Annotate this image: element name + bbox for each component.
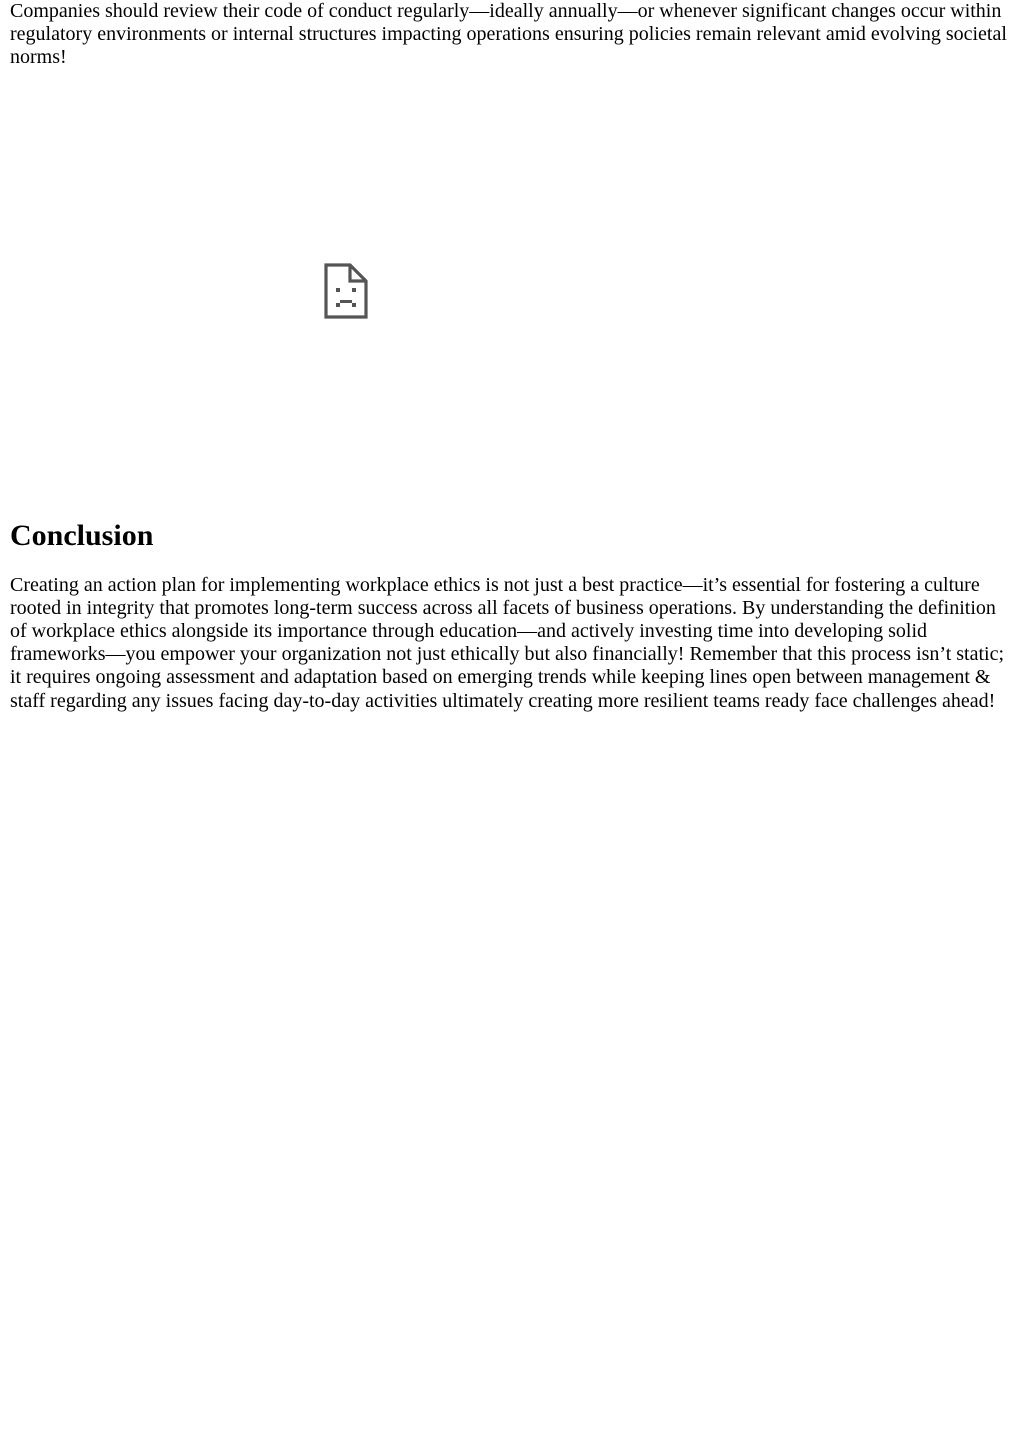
intro-paragraph: Companies should review their code of conduct regularly—ideally annually—or whenever significant changes occur within regulatory environments or internal structures impacting operations ensuring policies remain relevant amid evolving societal norms!	[10, 0, 1007, 69]
conclusion-paragraph: Creating an action plan for implementing workplace ethics is not just a best practice—it’s essential for fostering a culture rooted in integrity that promotes long-term success across all facets of business operations. By understanding the definition of workplace ethics alongside its importance through education—and actively investing time into developing solid frameworks—you empower your organization not just ethically but also financially! Remember that this process isn’t static; it requires ongoing assessment and adaptation based on emerging trends while keeping lines open between management & staff regarding any issues facing day-to-day activities ultimately creating more resilient teams ready face challenges ahead!	[10, 573, 1005, 712]
broken-image-icon	[324, 263, 368, 319]
conclusion-heading: Conclusion	[10, 518, 154, 552]
article-content	[10, 0, 1014, 713]
heading-spacer	[10, 554, 1014, 574]
image-placeholder	[10, 70, 1014, 518]
